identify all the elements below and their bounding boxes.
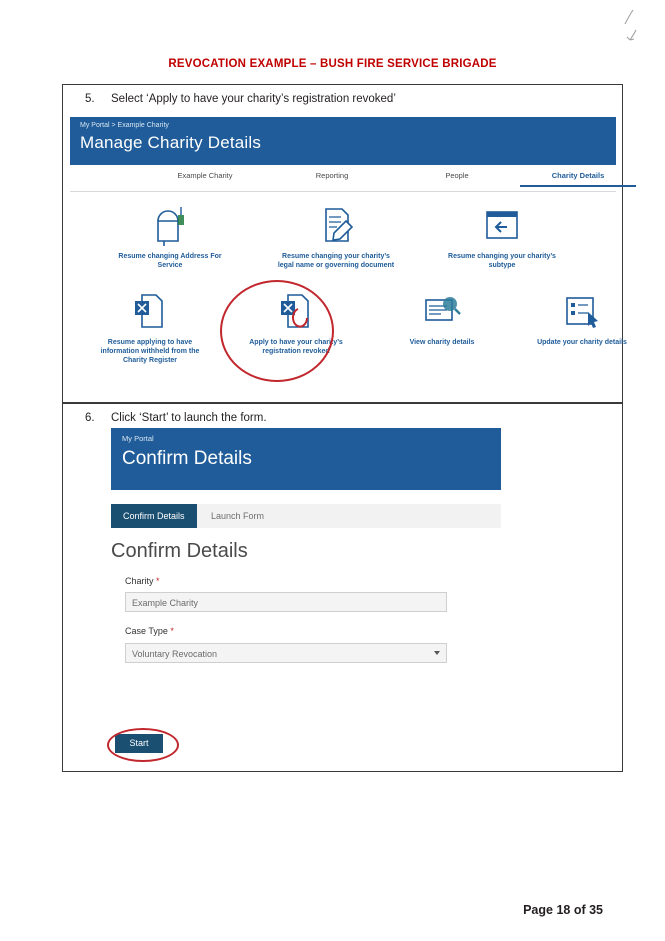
- tile-label: Update your charity details: [537, 339, 627, 346]
- label-text: Case Type: [125, 626, 168, 636]
- step-5-text: Select ‘Apply to have your charity’s registration revoked’: [111, 93, 396, 105]
- window-back-arrow-icon: [442, 204, 562, 248]
- step-5-panel: [62, 84, 627, 403]
- form-header: [111, 428, 501, 490]
- charity-input[interactable]: Example Charity: [125, 592, 447, 612]
- tile-resume-withhold-information[interactable]: [90, 290, 210, 365]
- tile-resume-subtype[interactable]: [442, 204, 562, 270]
- case-type-select[interactable]: [125, 643, 447, 663]
- tile-resume-address-for-service[interactable]: [110, 204, 230, 270]
- portal-header: [70, 117, 616, 165]
- required-marker: *: [170, 626, 174, 636]
- tab-launch-form[interactable]: Launch Form: [211, 511, 265, 521]
- page-title: REVOCATION EXAMPLE – BUSH FIRE SERVICE BRIGADE: [168, 58, 497, 70]
- tile-label: Resume changing Address For Service: [118, 253, 222, 269]
- charity-field-label: [125, 576, 160, 586]
- tile-view-charity-details[interactable]: [382, 290, 502, 347]
- mailbox-icon: [110, 204, 230, 248]
- start-button[interactable]: Start: [115, 734, 163, 753]
- document-x-red-icon: [236, 290, 356, 334]
- manage-charity-details-screenshot: [70, 117, 627, 384]
- form-cursor-icon: [522, 290, 642, 334]
- tile-apply-revoke-registration[interactable]: [236, 290, 356, 356]
- form-tabbar: [111, 504, 501, 528]
- form-heading: Confirm Details: [122, 448, 252, 469]
- breadcrumb: My Portal > Example Charity: [80, 122, 169, 129]
- case-type-value: Voluntary Revocation: [132, 649, 218, 659]
- tile-label: Resume changing your charity’s subtype: [448, 253, 556, 269]
- tile-label: Resume changing your charity’s legal name or governing document: [277, 253, 395, 269]
- section-title: Confirm Details: [111, 540, 248, 562]
- tile-grid: [70, 192, 627, 384]
- step-6-text: Click ‘Start’ to launch the form.: [111, 412, 267, 424]
- tile-label: View charity details: [409, 339, 475, 346]
- step-6-number: 6.: [85, 412, 95, 424]
- tile-resume-legal-name[interactable]: [276, 204, 396, 270]
- tile-label: Apply to have your charity’s registration revoked: [249, 339, 343, 355]
- scan-artifact: [603, 8, 643, 42]
- required-marker: *: [156, 576, 160, 586]
- chevron-down-icon: [434, 651, 440, 655]
- portal-tabbar: [70, 165, 616, 192]
- step-6-panel: [62, 403, 623, 772]
- step-5-number: 5.: [85, 93, 95, 105]
- tab-people[interactable]: People: [445, 171, 469, 180]
- tab-reporting[interactable]: Reporting: [315, 171, 349, 180]
- tile-label: Resume applying to have information withheld from the Charity Register: [100, 339, 200, 364]
- tab-confirm-details[interactable]: Confirm Details: [111, 504, 197, 528]
- document-x-icon: [90, 290, 210, 334]
- tile-update-charity-details[interactable]: [522, 290, 642, 347]
- label-text: Charity: [125, 576, 154, 586]
- case-type-field-label: [125, 626, 174, 636]
- page-footer: Page 18 of 35: [523, 903, 603, 917]
- portal-heading: Manage Charity Details: [80, 133, 262, 152]
- document-pen-icon: [276, 204, 396, 248]
- tab-charity-details[interactable]: Charity Details: [538, 171, 618, 180]
- breadcrumb: My Portal: [122, 434, 154, 443]
- tab-example-charity[interactable]: Example Charity: [177, 171, 233, 180]
- form-magnifier-icon: [382, 290, 502, 334]
